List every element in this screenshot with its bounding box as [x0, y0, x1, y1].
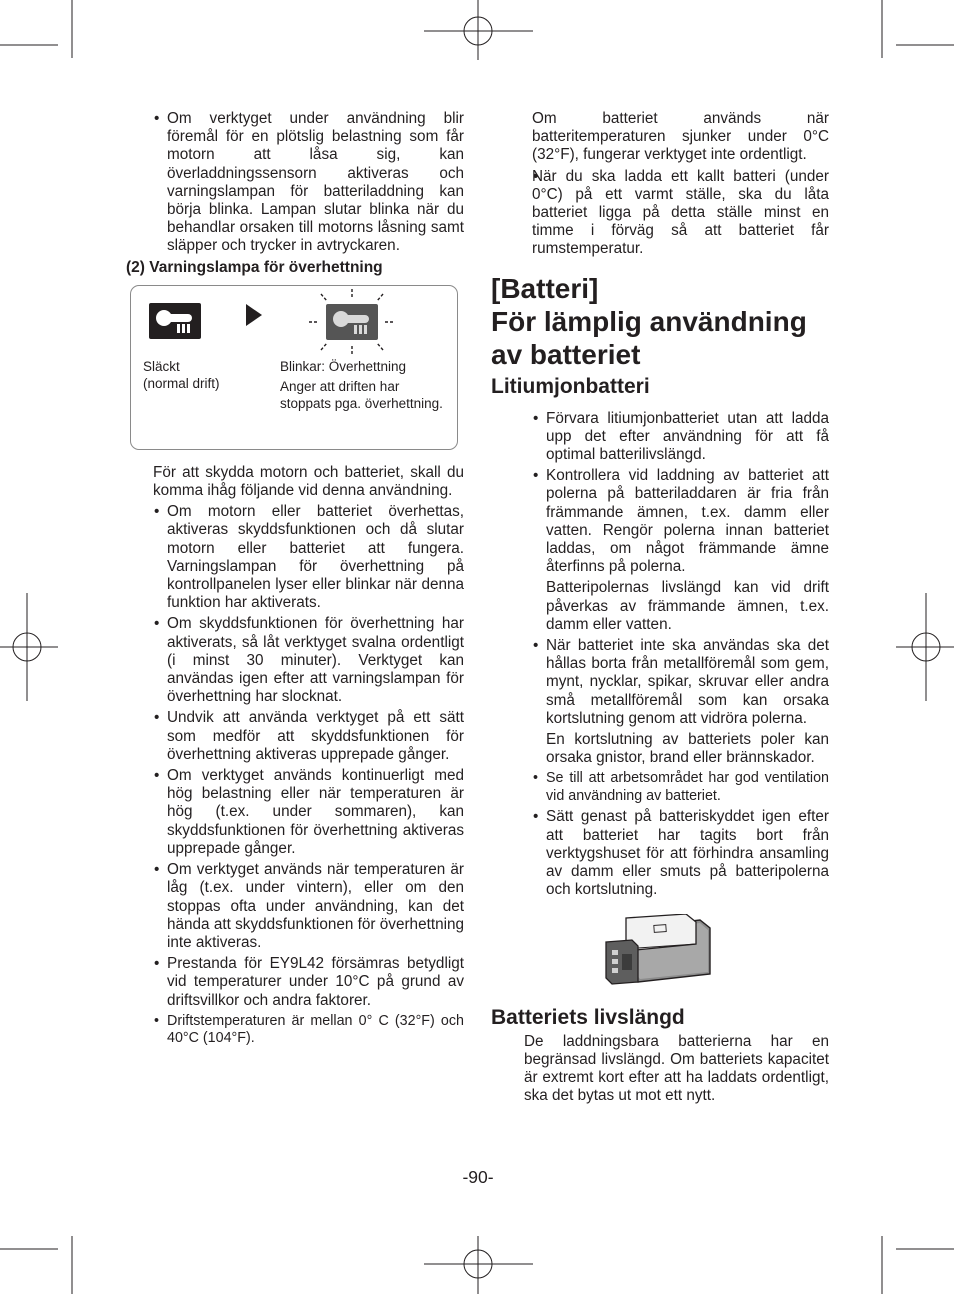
list-item: • Förvara litiumjonbatteriet utan att ladda upp det efter användning för att få optimal batterilivslängd. — [491, 410, 829, 465]
list-item: • Om motorn eller batteriet överhettas, aktiveras skyddsfunktionen och då slutar motorn eller batteriet att fungera. Varningslampan för överhettning på kontrollpanelen lyser eller blinkar när denna funktion har aktiverats. — [126, 503, 464, 612]
continued-note: En kortslutning av batteriets poler kan orsaka gnistor, brand eller brännskador. — [546, 731, 829, 767]
section-heading-liion: Litiumjonbatteri — [491, 374, 650, 398]
continued-paragraph: Om batteriet används när batteritemperaturen sjunker under 0°C (32°F), fungerar verktyget inte ordentligt. — [532, 110, 829, 164]
caption-off-line2: (normal drift) — [143, 375, 220, 391]
title-line1: [Batteri] — [491, 272, 599, 304]
list-item: • Om skyddsfunktionen för överhettning har aktiverats, så låt verktyget svalna ordentligt (i minst 30 minuter). Verktyget kan användas igen efter att varningslampan för överhettning har slocknat. — [126, 615, 464, 706]
battery-pack-image — [491, 914, 829, 991]
thermometer-lamp-off-icon — [149, 303, 201, 339]
bullet-overload: • Om verktyget under användning blir föremål för en plötslig belastning som får motorn att låsa sig, kan överladdningssensorn aktiveras och varningslampan för batteriladdning kan börja blinka. Lampan slutar blinka när du behandlar orsaken till motorns låsning samt släpper och trycker in avtryckaren. — [126, 110, 464, 256]
section-heading-life: Batteriets livslängd — [491, 1005, 685, 1029]
caption-blink-desc: Anger att driften har stoppats pga. överhettning. — [280, 378, 443, 411]
page-title — [491, 272, 829, 371]
list-item: • Se till att arbetsområdet har god ventilation vid användning av batteriet. — [491, 770, 829, 805]
list-item: • Kontrollera vid laddning av batteriet att polerna på batteriladdaren är fria från främmande ämnen, t.ex. damm eller vatten. Rengör polerna innan batteriet laddas, om något främmande ämne återfinns på polerna. — [491, 467, 829, 576]
caption-off — [143, 358, 220, 392]
list-item: • Sätt genast på batteriskyddet igen efter att batteriet har tagits bort från verktygshuset för att förhindra ansamling av damm eller smuts på batteripolerna och kortslutning. — [491, 808, 829, 899]
overheat-lamp-figure — [130, 285, 458, 450]
continued-note: Batteripolernas livslängd kan vid drift påverkas av främmande ämnen, t.ex. damm eller vatten. — [546, 579, 829, 633]
thermometer-lamp-blinking-icon — [307, 289, 397, 355]
list-item: • Om verktyget används kontinuerligt med hög belastning eller när temperaturen är hög (t.ex. under sommaren), kan skyddsfunktionen för överhettning aktiveras upprepade gånger. — [126, 767, 464, 858]
list-item: • Undvik att använda verktyget på ett sätt som medför att skyddsfunktionen för överhettning aktiveras upprepade gånger. — [126, 709, 464, 764]
right-column — [491, 110, 829, 1106]
battery-life-paragraph: De laddningsbara batterierna har en begränsad livslängd. Om batteriets kapacitet är extremt kort efter att ha laddats ordentligt, ska det bytas ut mot ett nytt. — [524, 1032, 829, 1105]
battery-pack-icon — [604, 914, 716, 986]
list-item: • Driftstemperaturen är mellan 0° C (32°F) och 40°C (104°F). — [126, 1013, 464, 1048]
caption-blink-title: Blinkar: Överhettning — [280, 358, 407, 374]
list-item: • Om verktyget används när temperaturen är låg (t.ex. under vintern), eller om den stoppas ofta under användning, kan det hända att skyddsfunktionen för överhettning inte aktiveras. — [126, 861, 464, 952]
caption-off-line1: Släckt — [143, 358, 180, 374]
overheat-subheading: (2) Varningslampa för överhettning — [126, 258, 383, 276]
title-line2: För lämplig användning — [491, 305, 807, 337]
left-column — [126, 110, 464, 1051]
intro-paragraph: För att skydda motorn och batteriet, skall du komma ihåg följande vid denna användning. — [153, 463, 464, 500]
arrow-right-icon — [246, 304, 262, 326]
list-item: • Prestanda för EY9L42 försämras betydligt vid temperaturer under 10°C på grund av driftsvillkor och andra faktorer. — [126, 955, 464, 1010]
list-item: • När batteriet inte ska användas ska det hållas borta från metallföremål som gem, mynt, nycklar, spikar, skruvar eller andra små metallföremål som kan orsaka kortslutning genom att vidröra polerna. — [491, 637, 829, 728]
bullet-cold-battery: • När du ska ladda ett kallt batteri (under 0°C) på ett varmt ställe, ska du låta batteriet ligga på detta ställe minst en timme i förväg så att batteriet får rumstemperatur. — [491, 168, 829, 259]
title-line3: av batteriet — [491, 338, 641, 370]
page-number: -90- — [462, 1167, 494, 1187]
